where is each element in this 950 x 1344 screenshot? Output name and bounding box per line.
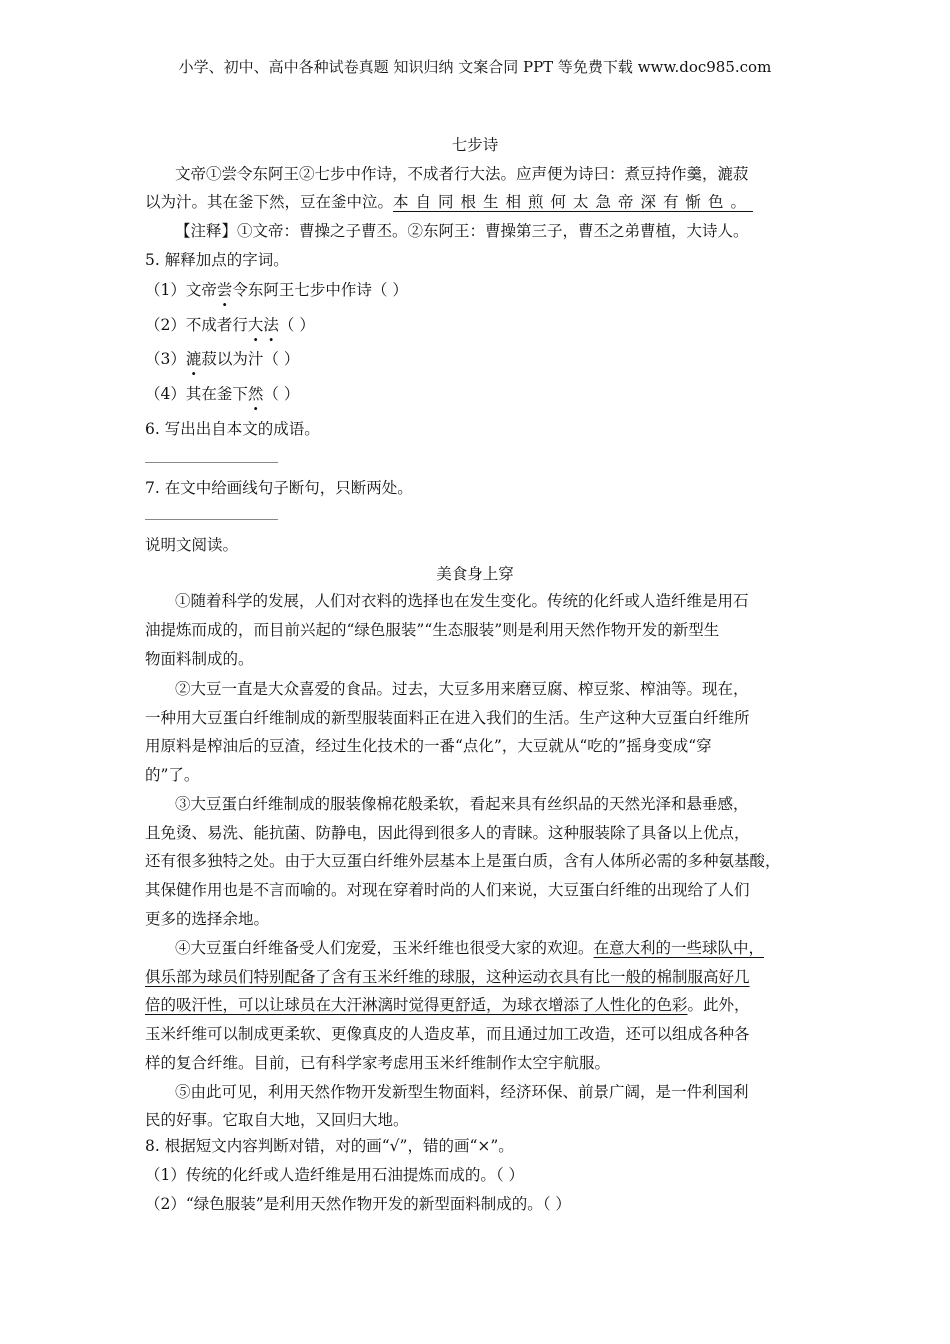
section-heading: 说明文阅读。: [145, 536, 239, 554]
q5-item-1: [145, 278, 408, 300]
answer-line: [145, 462, 278, 463]
article-line: ①随着科学的发展，人们对衣料的选择也在发生变化。传统的化纤或人造纤维是用石: [175, 592, 749, 610]
q5-item-3: [145, 347, 299, 369]
dotted-char: 漉: [185, 350, 202, 368]
answer-line: [145, 519, 278, 520]
dotted-char: 尝: [216, 281, 233, 299]
article-line: [175, 936, 764, 958]
article-line: 且免烫、易洗、能抗菌、防静电，因此得到很多人的青睐。这种服装除了具备以上优点，: [145, 824, 750, 842]
question-8: 8. 根据短文内容判断对错，对的画“√”，错的画“×”。: [145, 1137, 514, 1155]
article-line: ③大豆蛋白纤维制成的服装像棉花般柔软，看起来具有丝织品的天然光泽和悬垂感，: [175, 795, 749, 813]
dotted-char: 法: [263, 316, 279, 334]
article-line: ②大豆一直是大众喜爱的食品。过去，大豆多用来磨豆腐、榨豆浆、榨油等。现在，: [175, 680, 749, 698]
article-text: 。此外，: [687, 996, 750, 1014]
article-title: 美食身上穿: [436, 565, 514, 583]
q5-item-1-text: （1）文帝: [145, 281, 217, 299]
poem-line-2: [145, 190, 753, 212]
article-line: 还有很多独特之处。由于大豆蛋白纤维外层基本上是蛋白质，含有人体所必需的多种氨基酸，: [145, 852, 781, 870]
article-line: 的”了。: [145, 766, 200, 784]
question-7: 7. 在文中给画线句子断句，只断两处。: [145, 479, 413, 497]
article-line: ⑤由此可见，利用天然作物开发新型生物面料，经济环保、前景广阔，是一件利国利: [175, 1083, 749, 1101]
article-line: [145, 993, 750, 1015]
q5-item-1-blank: 令东阿王七步中作诗（ ）: [232, 281, 408, 299]
article-line: 样的复合纤维。目前，已有科学家考虑用玉米纤维制作太空宇航服。: [145, 1054, 611, 1072]
article-line: 一种用大豆蛋白纤维制成的新型服装面料正在进入我们的生活。生产这种大豆蛋白纤维所: [145, 709, 750, 727]
q5-item-2-text: （2）不成者行: [145, 316, 248, 334]
article-line: 油提炼而成的，而目前兴起的“绿色服装”“生态服装”则是利用天然作物开发的新型生: [145, 621, 720, 639]
underlined-sentence: 在意大利的一些球队中，: [593, 939, 765, 957]
dotted-char: 然: [247, 385, 264, 403]
page-header: 小学、初中、高中各种试卷真题 知识归纳 文案合同 PPT 等免费下载 www.doc985.com: [178, 58, 772, 76]
poem-title: 七步诗: [451, 136, 499, 154]
q5-item-4-blank: （ ）: [263, 385, 300, 403]
question-6: 6. 写出出自本文的成语。: [145, 420, 320, 438]
q8-item-1: （1）传统的化纤或人造纤维是用石油提炼而成的。（ ）: [145, 1166, 525, 1184]
underlined-sentence: 俱乐部为球员们特别配备了含有玉米纤维的球服，这种运动衣具有比一般的棉制服高好几: [145, 968, 750, 986]
article-line: 其保健作用也是不言而喻的。对现在穿着时尚的人们来说，大豆蛋白纤维的出现给了人们: [145, 881, 750, 899]
q8-item-2: （2）“绿色服装”是利用天然作物开发的新型面料制成的。（ ）: [145, 1195, 571, 1213]
poem-text: 以为汁。其在釜下然，豆在釜中泣。: [145, 193, 394, 211]
q5-item-2: [145, 313, 315, 335]
question-5: 5. 解释加点的字词。: [145, 251, 289, 269]
article-line: 物面料制成的。: [145, 650, 254, 668]
dotted-char: 大: [247, 316, 264, 334]
underlined-sentence: 本自同根生相煎何太急帝深有惭色。: [393, 193, 754, 211]
poem-line-1: 文帝①尝令东阿王②七步中作诗，不成者行大法。应声便为诗曰：煮豆持作羹，漉菽: [175, 165, 749, 183]
article-line: 玉米纤维可以制成更柔软、更像真皮的人造皮革，而且通过加工改造，还可以组成各种各: [145, 1025, 750, 1043]
q5-item-4: [145, 382, 299, 404]
q5-item-3-text: （3）: [145, 350, 186, 368]
article-line: 用原料是榨油后的豆渣，经过生化技术的一番“点化”，大豆就从“吃的”摇身变成“穿: [145, 737, 712, 755]
article-text: ④大豆蛋白纤维备受人们宠爱，玉米纤维也很受大家的欢迎。: [175, 939, 594, 957]
q5-item-4-text: （4）其在釜下: [145, 385, 248, 403]
poem-note: 【注释】①文帝：曹操之子曹丕。②东阿王：曹操第三子，曹丕之弟曹植，大诗人。: [175, 222, 749, 240]
q5-item-3-blank: 菽以为汁（ ）: [201, 350, 300, 368]
underlined-sentence: 倍的吸汗性，可以让球员在大汗淋漓时觉得更舒适，为球衣增添了人性化的色彩: [145, 996, 688, 1014]
article-line: 民的好事。它取自大地，又回归大地。: [145, 1111, 409, 1129]
article-line: 更多的选择余地。: [145, 910, 270, 928]
q5-item-2-blank: （ ）: [278, 316, 315, 334]
